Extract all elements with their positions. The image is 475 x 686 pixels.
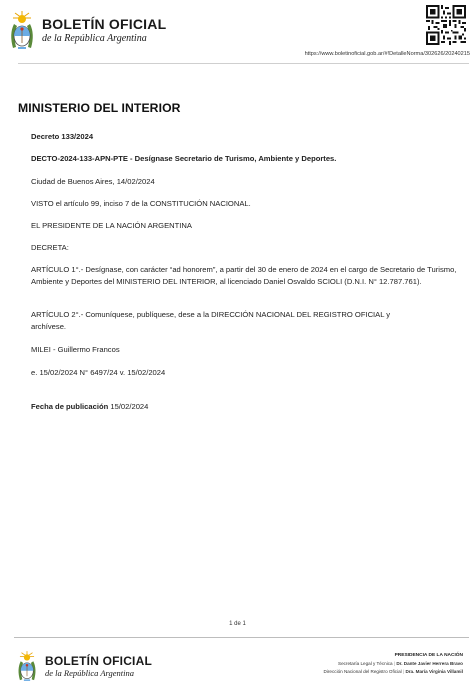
decreta-line: DECRETA: [31, 243, 69, 252]
footer-logo-subtitle: de la República Argentina [45, 667, 134, 678]
boletin-oficial-logo [8, 10, 166, 50]
footer-credits [324, 652, 463, 677]
credit-line-2: Dirección Nacional del Registro Oficial | Dra. María Virginia Villamil [323, 669, 463, 675]
credit-line-2-name: Dra. María Virginia Villamil [405, 669, 463, 675]
footer-logo [16, 650, 152, 682]
credit-line-1-label: Secretaría Legal y Técnica [338, 661, 393, 667]
footer-logo-title: BOLETÍN OFICIAL [45, 653, 152, 668]
credit-line-1: Secretaría Legal y Técnica | Dr. Dante Javier Herrera Bravo [338, 661, 463, 667]
signatures: MILEI - Guillermo Francos [31, 345, 120, 354]
visto-paragraph: VISTO el artículo 99, inciso 7 de la CONSTITUCIÓN NACIONAL. [31, 199, 251, 208]
decree-code-title: DECTO-2024-133-APN-PTE - Desígnase Secretario de Turismo, Ambiente y Deportes. [31, 154, 337, 163]
publication-reference: e. 15/02/2024 N° 6497/24 v. 15/02/2024 [31, 368, 166, 377]
credit-line-1-name: Dr. Dante Javier Herrera Bravo [396, 661, 463, 667]
place-date: Ciudad de Buenos Aires, 14/02/2024 [31, 177, 155, 186]
credit-line-2-label: Dirección Nacional del Registro Oficial [323, 669, 402, 675]
publication-date-label: Fecha de publicación [31, 402, 109, 411]
header-divider [18, 63, 469, 64]
article-2: ARTÍCULO 2°.- Comuníquese, publíquese, dese a la DIRECCIÓN NACIONAL DEL REGISTRO OFICIAL y archívese. [31, 310, 391, 331]
publication-date-value: 15/02/2024 [110, 402, 149, 411]
page-indicator: 1 de 1 [229, 621, 246, 627]
decree-number: Decreto 133/2024 [31, 132, 94, 141]
president-line: EL PRESIDENTE DE LA NACIÓN ARGENTINA [31, 221, 192, 230]
article-1: ARTÍCULO 1°.- Desígnase, con carácter “ad honorem”, a partir del 30 de enero de 2024 en el cargo de Secretario de Turismo, Ambiente y Deportes del MINISTERIO DEL INTERIOR, al licenciado Daniel Osvaldo SCIOLI (D.N.I. N° 12.787.761). [31, 265, 457, 286]
footer-divider [14, 637, 469, 638]
presidency-label: PRESIDENCIA DE LA NACIÓN [394, 653, 463, 658]
logo-title: BOLETÍN OFICIAL [42, 15, 167, 32]
argentina-coat-of-arms-icon [16, 650, 38, 682]
publication-date [31, 401, 461, 413]
logo-subtitle: de la República Argentina [42, 32, 147, 44]
ministry-heading: MINISTERIO DEL INTERIOR [18, 101, 181, 115]
argentina-coat-of-arms-icon [8, 10, 36, 50]
qr-code-icon[interactable] [426, 5, 466, 45]
document-header [0, 0, 475, 72]
document-url[interactable]: https://www.boletinoficial.gob.ar/#!DetalleNorma/302626/20240215 [304, 51, 470, 57]
